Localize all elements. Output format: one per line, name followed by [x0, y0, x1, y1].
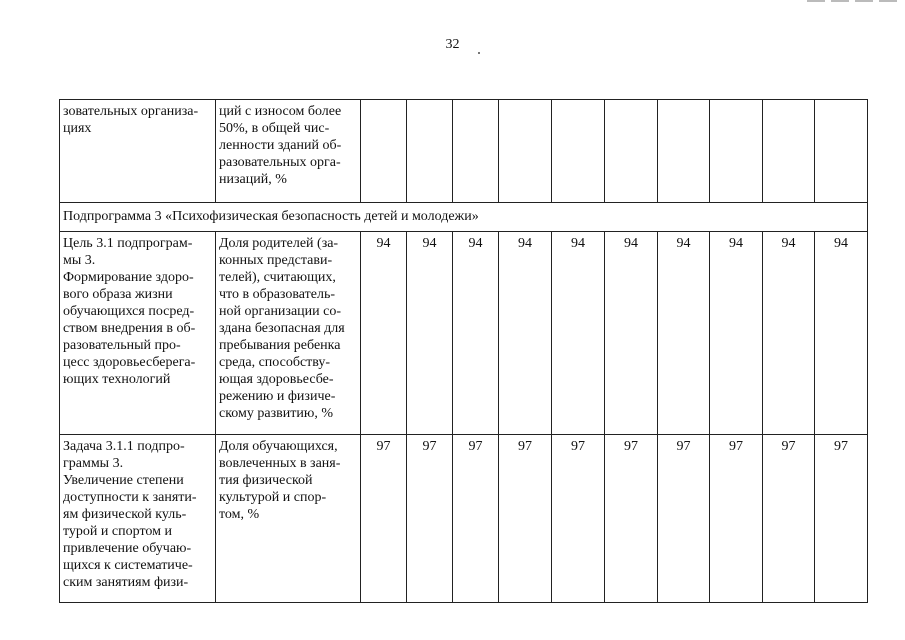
table-row [60, 435, 868, 603]
cell-line: пребывания ребенка [219, 338, 341, 353]
value-cell [605, 100, 658, 203]
cell-line: ющих технологий [63, 372, 171, 387]
cell-line: 50%, в общей чис- [219, 121, 330, 136]
cell-line: разовательный про- [63, 338, 181, 353]
value-cell [710, 100, 763, 203]
value-cell: 97 [407, 435, 453, 603]
cell-line: мы 3. [63, 253, 96, 268]
value-cell: 97 [815, 435, 868, 603]
cell-line: ским занятиям физи- [63, 575, 189, 590]
cell-line: Увеличение степени [63, 473, 184, 488]
value-cell [658, 100, 710, 203]
cell-line: зовательных организа- [63, 104, 199, 119]
cell-line: ленности зданий об- [219, 138, 342, 153]
cell-line: Формирование здоро- [63, 270, 194, 285]
scan-artifact-mark [807, 0, 897, 2]
cell-line: ющая здоровьесбе- [219, 372, 334, 387]
value-cell [407, 100, 453, 203]
cell-line: ной организации со- [219, 304, 342, 319]
value-cell: 97 [453, 435, 499, 603]
goal-cell [60, 100, 216, 203]
value-cell: 94 [407, 232, 453, 435]
value-cell: 94 [658, 232, 710, 435]
value-cell: 97 [763, 435, 815, 603]
value-cell [453, 100, 499, 203]
cell-line: здана безопасная для [219, 321, 345, 336]
cell-line: том, % [219, 507, 260, 522]
indicators-table [59, 99, 868, 603]
cell-line: Задача 3.1.1 подпро- [63, 439, 185, 454]
cell-line: скому развитию, % [219, 406, 333, 421]
cell-line: доступности к заняти- [63, 490, 197, 505]
cell-line: телей), считающих, [219, 270, 336, 285]
indicator-cell [216, 100, 361, 203]
value-cell: 97 [605, 435, 658, 603]
value-cell [361, 100, 407, 203]
goal-cell [60, 232, 216, 435]
value-cell: 97 [552, 435, 605, 603]
cell-line: ций с износом более [219, 104, 342, 119]
table-row [60, 232, 868, 435]
value-cell: 94 [453, 232, 499, 435]
subprogram-title: Подпрограмма 3 «Психофизическая безопасность детей и молодежи» [60, 203, 868, 232]
cell-line: ством внедрения в об- [63, 321, 196, 336]
cell-line: низаций, % [219, 172, 287, 187]
value-cell: 94 [710, 232, 763, 435]
page-number: 32 [445, 37, 460, 52]
value-cell: 94 [361, 232, 407, 435]
value-cell: 94 [552, 232, 605, 435]
cell-line: вовлеченных в заня- [219, 456, 341, 471]
indicator-cell [216, 435, 361, 603]
value-cell [499, 100, 552, 203]
indicator-cell [216, 232, 361, 435]
value-cell [763, 100, 815, 203]
goal-cell [60, 435, 216, 603]
cell-line: Доля обучающихся, [219, 439, 338, 454]
cell-line: что в образователь- [219, 287, 336, 302]
cell-line: вого образа жизни [63, 287, 173, 302]
table-row [60, 100, 868, 203]
cell-line: Цель 3.1 подпрограм- [63, 236, 193, 251]
cell-line: цесс здоровьесберега- [63, 355, 196, 370]
cell-line: щихся к систематиче- [63, 558, 193, 573]
subprogram-row [60, 203, 868, 232]
cell-line: Доля родителей (за- [219, 236, 339, 251]
value-cell: 94 [815, 232, 868, 435]
value-cell: 97 [710, 435, 763, 603]
value-cell: 94 [763, 232, 815, 435]
value-cell: 97 [361, 435, 407, 603]
value-cell: 94 [605, 232, 658, 435]
cell-line: циях [63, 121, 92, 136]
cell-line: конных представи- [219, 253, 333, 268]
cell-line: привлечение обучаю- [63, 541, 192, 556]
value-cell [815, 100, 868, 203]
cell-line: режению и физиче- [219, 389, 336, 404]
cell-line: разовательных орга- [219, 155, 341, 170]
cell-line: культурой и спор- [219, 490, 327, 505]
cell-line: турой и спортом и [63, 524, 172, 539]
cell-line: ям физической куль- [63, 507, 187, 522]
cell-line: обучающихся посред- [63, 304, 195, 319]
value-cell [552, 100, 605, 203]
value-cell: 97 [658, 435, 710, 603]
value-cell: 97 [499, 435, 552, 603]
value-cell: 94 [499, 232, 552, 435]
cell-line: тия физической [219, 473, 313, 488]
cell-line: граммы 3. [63, 456, 124, 471]
cell-line: среда, способству- [219, 355, 331, 370]
